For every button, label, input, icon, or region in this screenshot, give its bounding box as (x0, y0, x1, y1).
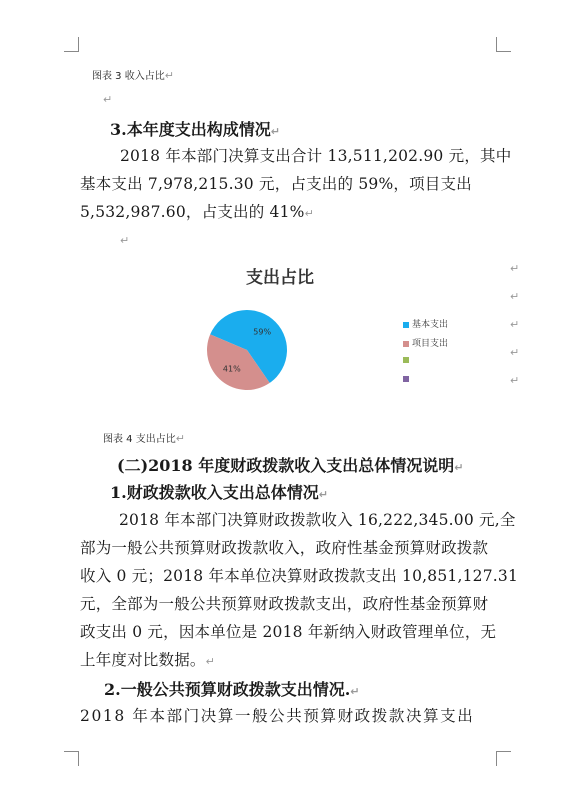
legend-label: 项目支出 (412, 339, 449, 349)
figure-caption-4: 图表 4 支出占比↵ (103, 432, 185, 445)
legend-item (403, 317, 448, 330)
legend-label: 基本支出 (412, 320, 449, 330)
chart-title: 支出占比 (246, 268, 314, 288)
body-line: 2018 年本部门决算财政拨款收入 16,222,345.00 元,全 (119, 511, 516, 529)
crop-mark-bottom-right (496, 751, 511, 766)
body-line: 基本支出 7,978,215.30 元，占支出的 59%，项目支出 (80, 175, 472, 193)
body-line: 政支出 0 元，因本单位是 2018 年新纳入财政管理单位，无 (80, 623, 497, 641)
pie-data-label: 41% (222, 364, 241, 374)
legend-swatch (403, 322, 409, 328)
section-heading: 3.本年度支出构成情况↵ (110, 120, 280, 139)
body-line: 5,532,987.60，占支出的 41%↵ (80, 203, 315, 221)
paragraph-mark: ↵ (510, 346, 520, 359)
legend-swatch (403, 357, 409, 363)
legend-item (403, 374, 412, 384)
body-line: 元，全部为一般公共预算财政拨款支出，政府性基金预算财 (80, 595, 489, 613)
crop-mark-bottom-left (64, 751, 79, 766)
legend-item (403, 336, 448, 349)
paragraph-mark: ↵ (510, 290, 520, 303)
paragraph-mark: ↵ (510, 374, 520, 387)
pie-chart (195, 300, 305, 400)
crop-mark-top-left (64, 37, 79, 52)
paragraph-mark: ↵ (120, 234, 130, 247)
paragraph-mark: ↵ (103, 93, 113, 106)
body-line: 2018 年本部门决算一般公共预算财政拨款决算支出 (80, 707, 475, 725)
paragraph-mark: ↵ (510, 318, 520, 331)
subsection-heading: 2.一般公共预算财政拨款支出情况.↵ (104, 680, 360, 699)
legend-swatch (403, 376, 409, 382)
crop-mark-top-right (496, 37, 511, 52)
legend-swatch (403, 341, 409, 347)
pie-data-label: 59% (253, 327, 272, 337)
paragraph-mark: ↵ (510, 262, 520, 275)
body-line: 部为一般公共预算财政拨款收入，政府性基金预算财政拨款 (80, 539, 489, 557)
section-heading: (二)2018 年度财政拨款收入支出总体情况说明↵ (117, 456, 464, 475)
figure-caption-3: 图表 3 收入占比↵ (92, 69, 174, 82)
chart-legend (403, 317, 483, 387)
legend-item (403, 355, 412, 365)
body-line: 2018 年本部门决算支出合计 13,511,202.90 元，其中 (120, 147, 512, 165)
body-line: 上年度对比数据。↵ (80, 651, 216, 669)
subsection-heading: 1.财政拨款收入支出总体情况↵ (110, 483, 328, 502)
body-line: 收入 0 元；2018 年本单位决算财政拨款支出 10,851,127.31 (80, 567, 519, 585)
